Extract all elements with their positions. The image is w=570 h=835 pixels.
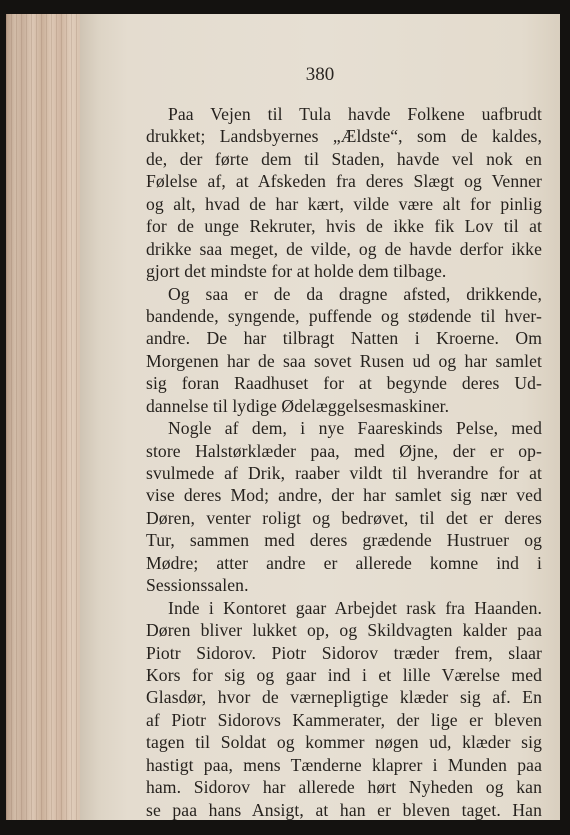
text-line: svulmede af Drik, raaber vildt til hverandre for at <box>146 463 542 483</box>
text-line: Morgenen har de saa sovet Rusen ud og har samlet <box>146 350 542 371</box>
text-line: Glasdør, hvor de værnepligtige klæder sig af. En <box>146 687 542 708</box>
text-line: drikke saa meget, de vilde, og de havde derfor ikke <box>146 238 542 259</box>
page-stack-lines <box>6 14 82 820</box>
text-line: andre. De har tilbragt Natten i Kroerne. Om <box>146 328 542 349</box>
text-line: dannelse til lydige Ødelæggelsesmaskiner. <box>146 395 450 416</box>
text-line: for de unge Rekruter, hvis de ikke fik Lov til at <box>146 216 542 237</box>
text-line: gjort det mindste for at holde dem tilbage. <box>146 261 447 282</box>
text-line: store Halstørklæder paa, med Øjne, der er op- <box>146 440 542 461</box>
book-page <box>80 14 560 820</box>
text-line: bandende, syngende, puffende og stødende til hver- <box>146 305 542 326</box>
text-line: de, der førte dem til Staden, havde vel nok en <box>146 148 542 169</box>
text-line: tagen til Soldat og kommer nøgen ud, klæder sig <box>146 732 542 753</box>
text-line: Døren bliver lukket op, og Skildvagten kalder paa <box>146 620 542 641</box>
text-line: af Piotr Sidorovs Kammerater, der lige er bleven <box>146 709 542 730</box>
page-number: 380 <box>305 64 335 85</box>
text-line: sig foran Raadhuset for at begynde deres Ud- <box>146 373 542 394</box>
text-line: Tur, sammen med deres grædende Hustruer og <box>146 530 542 551</box>
text-line: Følelse af, at Afskeden fra deres Slægt og Venner <box>146 171 542 192</box>
text-line: Kors for sig og gaar ind i et lille Værelse med <box>146 664 542 685</box>
text-line: Inde i Kontoret gaar Arbejdet rask fra Haanden. <box>168 597 542 618</box>
text-line: vise deres Mod; andre, der har samlet sig nær ved <box>146 485 542 506</box>
text-line: hastigt paa, mens Tænderne klaprer i Munden paa <box>146 754 542 775</box>
text-line: se paa hans Ansigt, at han er bleven taget. Han <box>146 799 542 820</box>
text-line: Nogle af dem, i nye Faareskinds Pelse, med <box>168 418 542 439</box>
text-line: Piotr Sidorov. Piotr Sidorov træder frem, slaar <box>146 642 542 663</box>
text-line: Og saa er de da dragne afsted, drikkende, <box>168 283 542 304</box>
text-line: ham. Sidorov har allerede hørt Nyheden og kan <box>146 777 542 798</box>
text-line: Mødre; atter andre er allerede komne ind i <box>146 552 542 573</box>
text-line: Sessionssalen. <box>146 575 249 596</box>
text-line: Paa Vejen til Tula havde Folkene uafbrudt <box>168 104 542 124</box>
text-line: og alt, hvad de har kært, vilde være alt for pinlig <box>146 193 542 214</box>
text-line: drukket; Landsbyernes „Ældste“, som de kaldes, <box>146 126 542 147</box>
page-body-text <box>146 103 542 821</box>
text-line: Døren, venter roligt og bedrøvet, til det er deres <box>146 507 542 528</box>
